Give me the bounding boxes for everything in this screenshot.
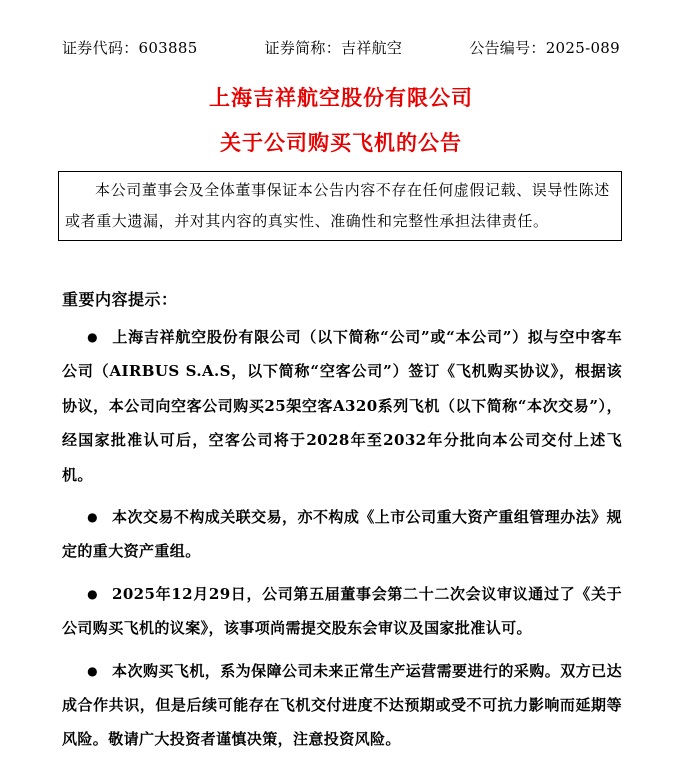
highlight-text: 2025年12月29日，公司第五届董事会第二十二次会议审议通过了《关于公司购买飞机的议案》，该事项尚需提交股东会审议及国家批准认可。 [62,584,622,638]
bullet-dot-icon: ● [87,510,98,525]
highlight-item [62,654,622,757]
stock-short-name: 证券简称：吉祥航空 [264,39,403,57]
company-title: 上海吉祥航空股份有限公司 [209,85,473,110]
disclaimer-notice-box: 本公司董事会及全体董事保证本公告内容不存在任何虚假记载、误导性陈述或者重大遗漏，并对其内容的真实性、准确性和完整性承担法律责任。 [58,171,622,241]
highlights-heading: 重要内容提示： [62,290,178,309]
highlights-list [62,320,622,765]
highlight-text: 上海吉祥航空股份有限公司（以下简称“公司”或“本公司”）拟与空中客车公司（AIRBUS S.A.S，以下简称“空客公司”）签订《飞机购买协议》，根据该协议，本公司向空客公司购买25架空客A320系列飞机（以下简称“本次交易”），经国家批准认可后，空客公司将于2028年至2032年分批向本公司交付上述飞机。 [62,328,622,484]
announcement-number: 公告编号：2025-089 [469,39,620,57]
highlight-item [62,577,622,646]
highlight-item [62,500,622,569]
header-line [62,37,620,58]
highlight-text: 本次交易不构成关联交易，亦不构成《上市公司重大资产重组管理办法》规定的重大资产重组。 [62,508,622,561]
announcement-title: 关于公司购买飞机的公告 [220,130,462,155]
stock-code: 证券代码：603885 [62,39,198,57]
highlight-text: 本次购买飞机，系为保障公司未来正常生产运营需要进行的采购。双方已达成合作共识，但是后续可能存在飞机交付进度不达预期或受不可抗力影响而延期等风险。敬请广大投资者谨慎决策，注意投资风险。 [62,661,622,749]
bullet-dot-icon: ● [87,586,98,601]
highlight-item [62,320,622,492]
bullet-dot-icon: ● [87,330,98,344]
bullet-dot-icon: ● [87,663,98,678]
